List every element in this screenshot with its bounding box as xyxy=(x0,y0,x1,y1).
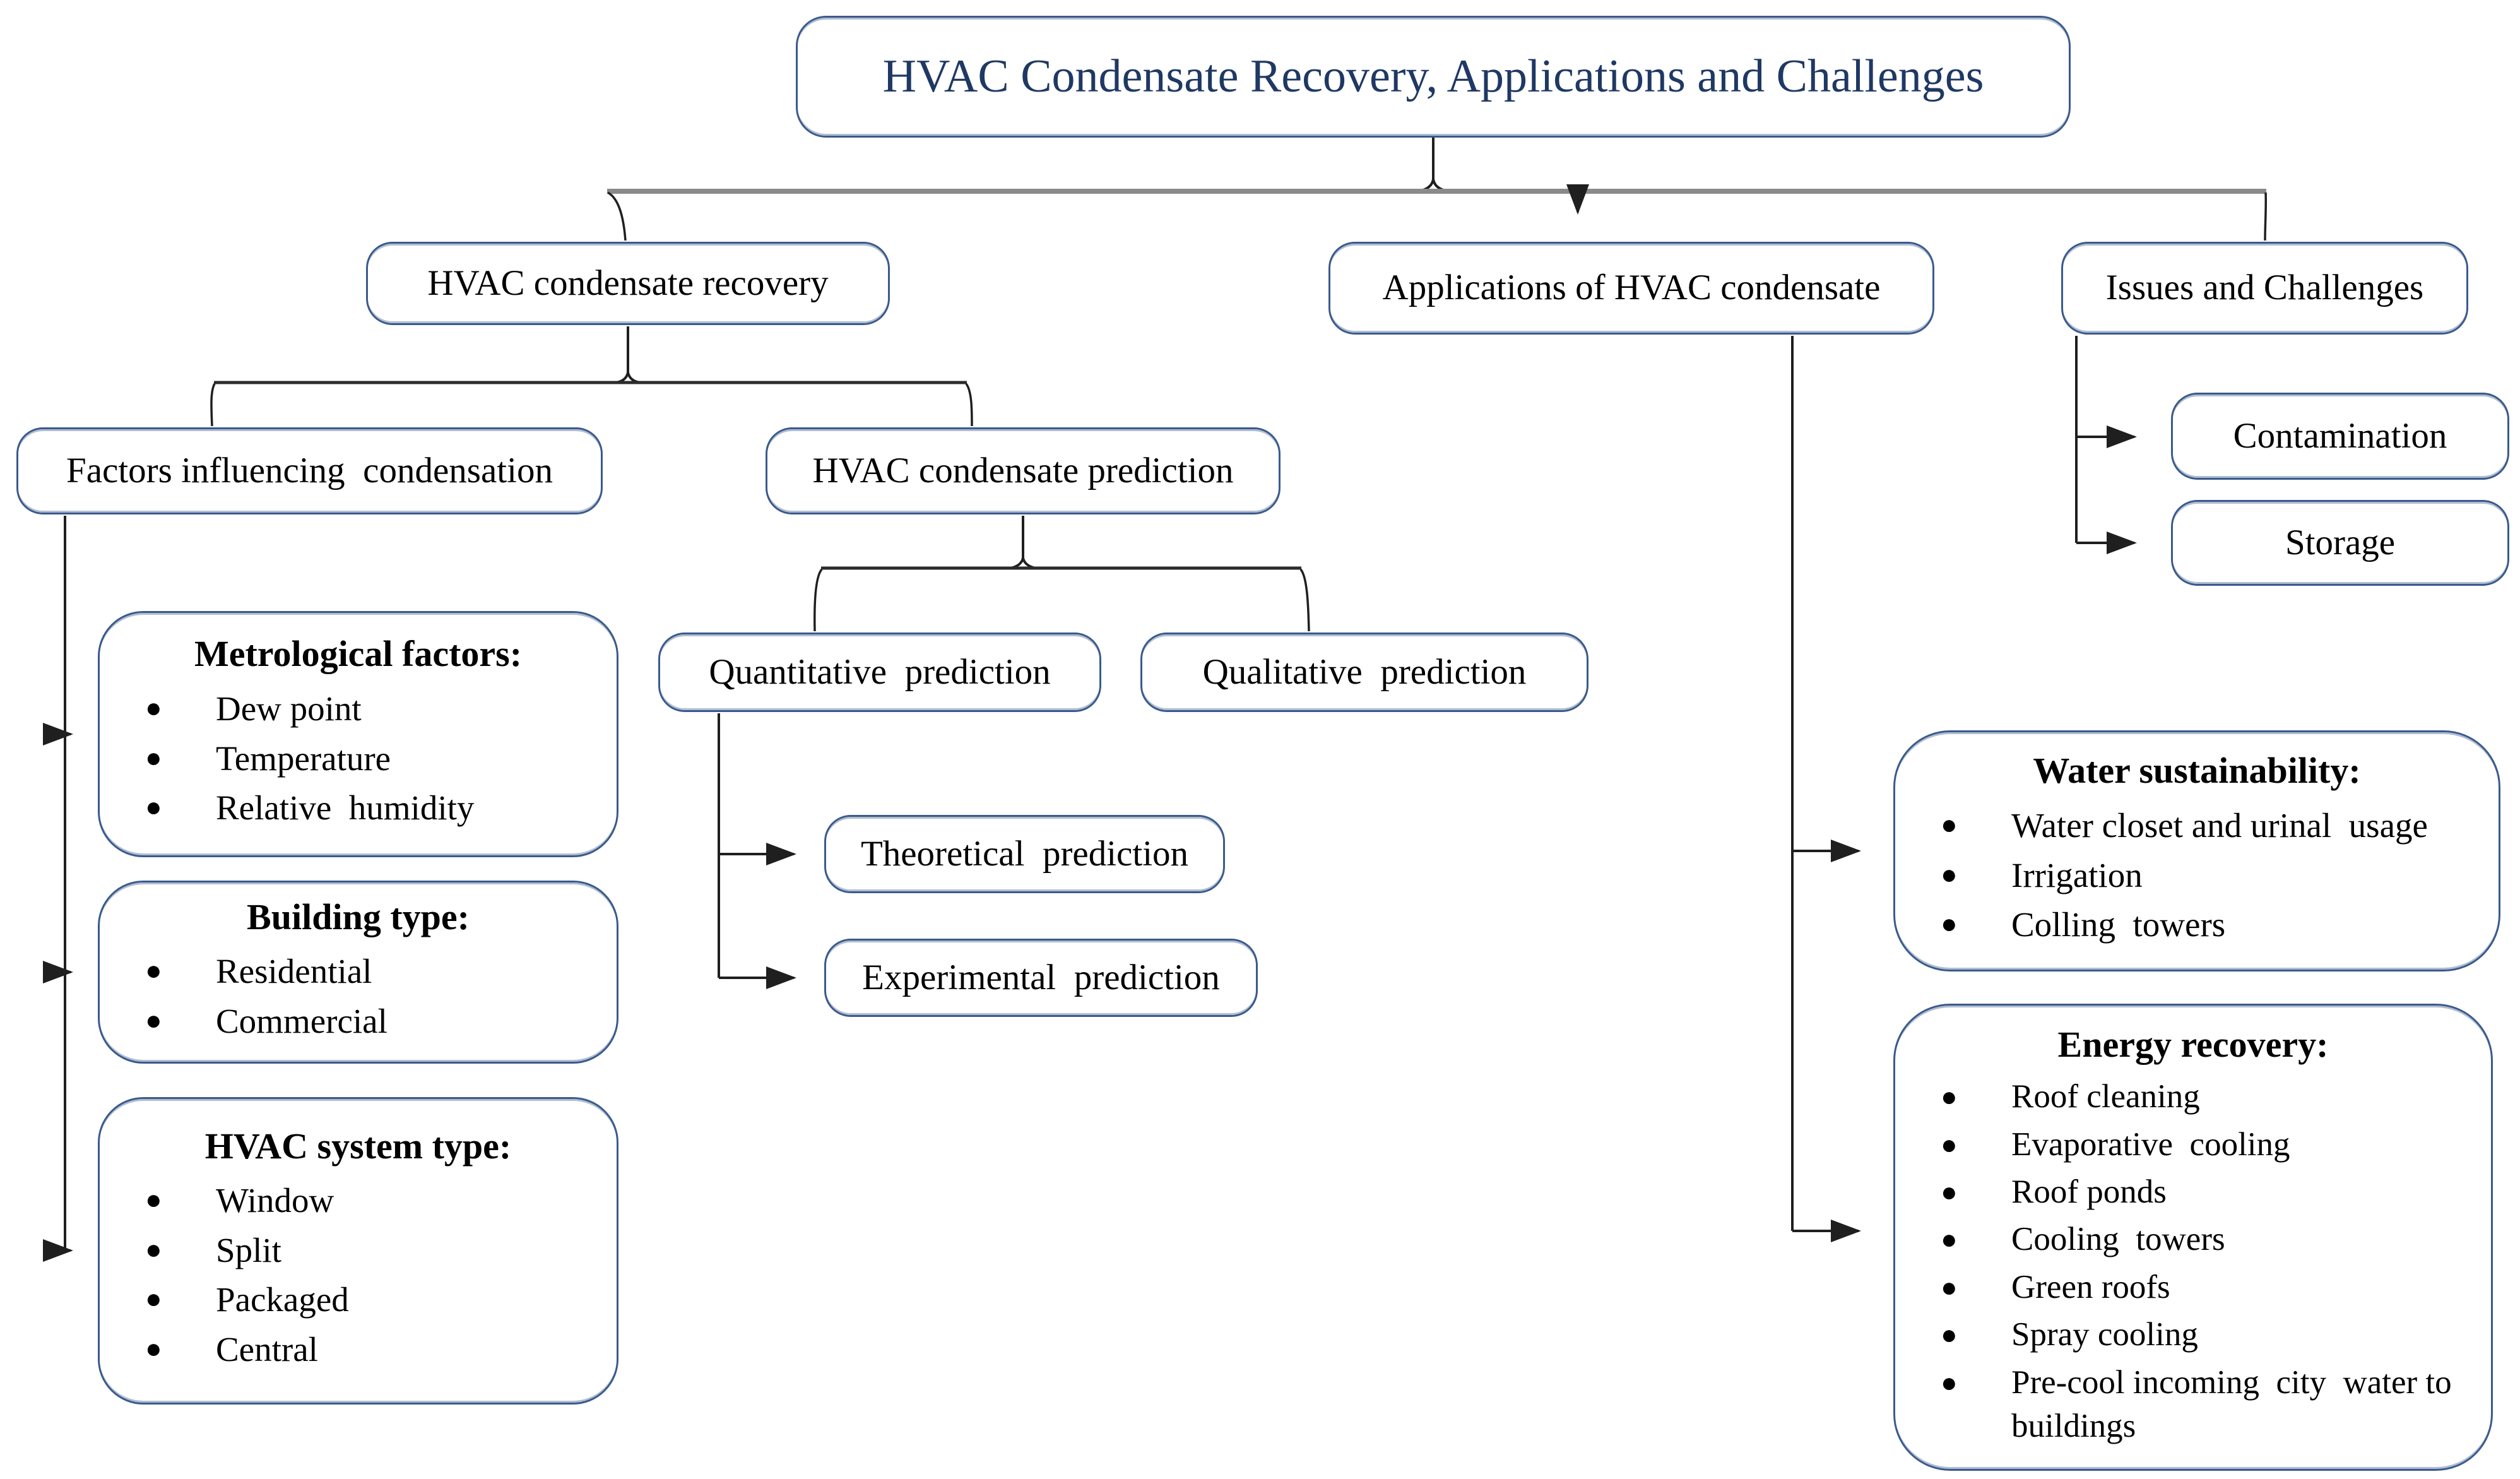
connector-prediction-split xyxy=(1010,516,1036,568)
node-hvac-condensate-recovery-label: HVAC condensate recovery xyxy=(427,263,829,303)
node-quantitative-label: Quantitative prediction xyxy=(709,651,1051,692)
list-item: ● Commercial xyxy=(119,999,598,1044)
list-item: ● Water closet and urinal usage xyxy=(1914,803,2480,848)
node-factors-influencing-condensation xyxy=(16,427,603,514)
building-type-list xyxy=(119,944,598,1048)
bullet-icon: ● xyxy=(1941,1271,1958,1303)
hvac-system-type-heading: HVAC system type: xyxy=(204,1125,512,1167)
list-item: ● Split xyxy=(119,1228,598,1273)
node-storage-label: Storage xyxy=(2285,522,2396,562)
bullet-icon: ● xyxy=(1941,1224,1958,1256)
connector-drop-recovery xyxy=(608,193,625,241)
bullet-icon: ● xyxy=(1941,858,1958,890)
node-energy-recovery xyxy=(1893,1004,2493,1471)
node-metrological-factors xyxy=(98,611,618,857)
node-prediction-label: HVAC condensate prediction xyxy=(812,450,1234,490)
node-theoretical-label: Theoretical prediction xyxy=(860,833,1189,874)
node-hvac-condensate-recovery xyxy=(366,242,890,325)
bullet-icon: ● xyxy=(145,1004,162,1036)
connector-applications-branch xyxy=(1792,336,1859,1231)
node-quantitative-prediction xyxy=(658,633,1101,712)
bullet-icon: ● xyxy=(145,1233,162,1265)
list-item: ● Pre-cool incoming city water to buildings xyxy=(1914,1361,2472,1448)
node-applications-of-hvac-condensate xyxy=(1328,242,1934,335)
bullet-icon: ● xyxy=(145,955,162,987)
metrological-factors-heading: Metrological factors: xyxy=(194,633,523,675)
bullet-icon: ● xyxy=(1941,1367,1958,1398)
node-title-label: HVAC Condensate Recovery, Applications and Challenges xyxy=(882,50,1984,102)
node-storage xyxy=(2171,500,2509,586)
list-item: ● Colling towers xyxy=(1914,902,2480,947)
bullet-icon: ● xyxy=(145,792,162,823)
bullet-icon: ● xyxy=(1941,1129,1958,1160)
node-qualitative-label: Qualitative prediction xyxy=(1202,651,1527,692)
node-contamination-label: Contamination xyxy=(2233,415,2447,456)
list-item: ● Cooling towers xyxy=(1914,1218,2472,1262)
connector-drop-issues xyxy=(2265,193,2266,241)
energy-recovery-heading: Energy recovery: xyxy=(2057,1023,2329,1065)
node-experimental-prediction xyxy=(824,939,1258,1017)
node-title xyxy=(796,16,2071,138)
list-item: ● Residential xyxy=(119,949,598,994)
bullet-icon: ● xyxy=(1941,1319,1958,1351)
bullet-icon: ● xyxy=(145,1283,162,1315)
node-factors-label: Factors influencing condensation xyxy=(66,450,553,490)
list-item: ● Green roofs xyxy=(1914,1266,2472,1310)
list-item: ● Irrigation xyxy=(1914,853,2480,898)
connector-recovery-split xyxy=(615,326,641,383)
metrological-factors-list xyxy=(119,682,598,835)
list-item: ● Window xyxy=(119,1178,598,1223)
water-sustainability-list xyxy=(1914,799,2480,952)
node-issues-label: Issues and Challenges xyxy=(2105,268,2424,308)
list-item: ● Dew point xyxy=(119,686,598,732)
bullet-icon: ● xyxy=(1941,1177,1958,1208)
node-building-type xyxy=(98,881,618,1064)
bullet-icon: ● xyxy=(145,1333,162,1364)
list-item: ● Roof cleaning xyxy=(1914,1075,2472,1119)
node-hvac-system-type xyxy=(98,1097,618,1405)
list-item: ● Evaporative cooling xyxy=(1914,1123,2472,1167)
list-item: ● Central xyxy=(119,1327,598,1372)
connector-issues-branch xyxy=(2076,336,2134,543)
bullet-icon: ● xyxy=(145,742,162,773)
bullet-icon: ● xyxy=(1941,908,1958,940)
connector-drop-quantitative xyxy=(815,569,822,631)
list-item: ● Relative humidity xyxy=(119,785,598,831)
node-qualitative-prediction xyxy=(1140,633,1588,712)
node-issues-and-challenges xyxy=(2061,242,2468,335)
node-contamination xyxy=(2171,393,2509,480)
list-item: ● Temperature xyxy=(119,736,598,781)
node-water-sustainability xyxy=(1893,730,2500,971)
bullet-icon: ● xyxy=(145,692,162,724)
node-theoretical-prediction xyxy=(824,815,1225,893)
connector-drop-qualitative xyxy=(1301,569,1309,631)
bullet-icon: ● xyxy=(1941,1081,1958,1113)
energy-recovery-list xyxy=(1914,1072,2472,1451)
bullet-icon: ● xyxy=(145,1184,162,1216)
connector-drop-factors xyxy=(211,384,215,426)
connector-title-split xyxy=(1418,138,1448,191)
node-applications-label: Applications of HVAC condensate xyxy=(1382,268,1881,308)
hvac-system-type-list xyxy=(119,1173,598,1376)
connector-drop-prediction xyxy=(966,384,972,426)
list-item: ● Spray cooling xyxy=(1914,1313,2472,1357)
list-item: ● Roof ponds xyxy=(1914,1170,2472,1215)
connector-factors-branch xyxy=(65,516,71,1250)
node-hvac-condensate-prediction xyxy=(766,427,1281,514)
bullet-icon: ● xyxy=(1941,809,1958,841)
list-item: ● Packaged xyxy=(119,1277,598,1322)
water-sustainability-heading: Water sustainability: xyxy=(2033,750,2361,792)
node-experimental-label: Experimental prediction xyxy=(862,957,1220,997)
connector-quantitative-branch xyxy=(719,713,794,978)
building-type-heading: Building type: xyxy=(247,896,470,937)
